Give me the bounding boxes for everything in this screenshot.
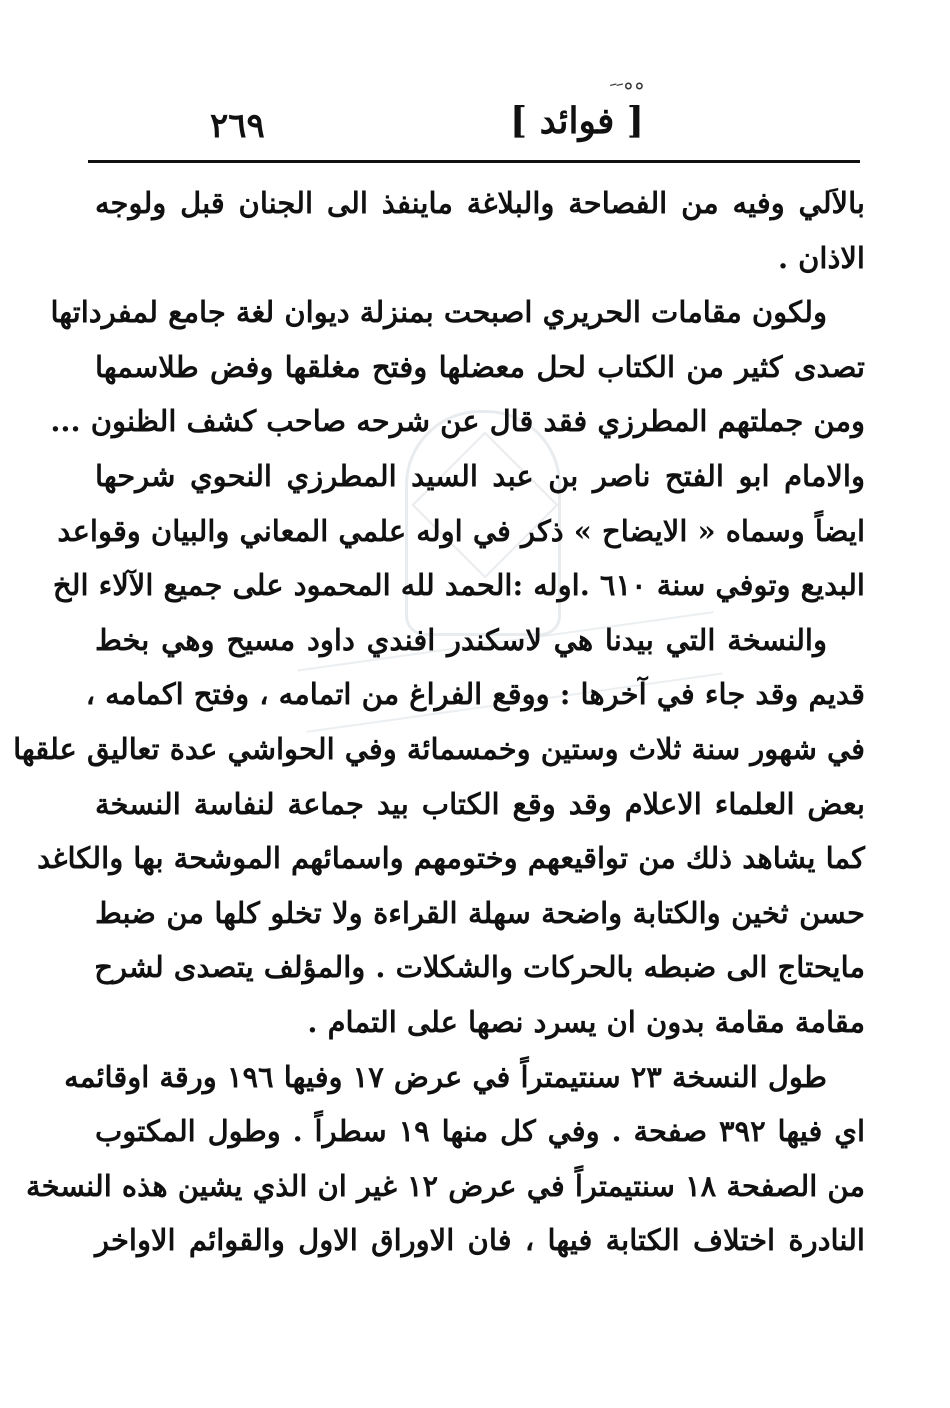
text-line: مايحتاج الى ضبطه بالحركات والشكلات . والمؤلف يتصدى لشرح (94, 950, 865, 985)
text-line: البديع وتوفي سنة ٦١٠ .اوله :الحمد لله المحمود على جميع الآلاء الخ (52, 568, 865, 603)
page-header (90, 80, 860, 150)
header-ornament: ﹶﹶ°° (610, 80, 645, 105)
text-line: ايضاً وسماه « الايضاح » ذكر في اوله علمي المعاني والبيان وقواعد (57, 513, 865, 548)
text-line: تصدى كثير من الكتاب لحل معضلها وفتح مغلقها وفض طلاسمها (95, 349, 865, 384)
text-line: ومن جملتهم المطرزي فقد قال عن شرحه صاحب كشف الظنون ... (50, 404, 865, 439)
text-line: قديم وقد جاء في آخرها : ووقع الفراغ من اتمامه ، وفتح اكمامه ، (85, 677, 865, 712)
body-text (13, 176, 866, 1268)
text-line: كما يشاهد ذلك من تواقيعهم وختومهم واسمائهم الموشحة بها والكاغد (37, 841, 865, 876)
text-line: مقامة مقامة بدون ان يسرد نصها على التمام . (307, 1004, 865, 1039)
header-rule (88, 160, 860, 163)
text-line: اي فيها ٣٩٢ صفحة . وفي كل منها ١٩ سطراً . وطول المكتوب (95, 1114, 866, 1149)
text-line: حسن ثخين والكتابة واضحة سهلة القراءة ولا تخلو كلها من ضبط (95, 895, 865, 930)
text-line: في شهور سنة ثلاث وستين وخمسمائة وفي الحواشي عدة تعاليق علقها (13, 731, 865, 766)
text-line: الاذان . (777, 240, 865, 275)
running-head: [ فوائد ] (510, 100, 644, 142)
text-line: ولكون مقامات الحريري اصبحت بمنزلة ديوان لغة جامع لمفرداتها (50, 295, 827, 330)
page-number: ٢٦٩ (210, 106, 265, 146)
text-line: بالاَلي وفيه من الفصاحة والبلاغة ماينفذ الى الجنان قبل ولوجه (95, 186, 865, 220)
text-line: والنسخة التي بيدنا هي لاسكندر افندي داود مسيح وهي بخط (95, 622, 827, 657)
text-line: النادرة اختلاف الكتابة فيها ، فان الاوراق الاول والقوائم الاواخر (95, 1223, 865, 1258)
text-line: طول النسخة ٢٣ سنتيمتراً في عرض ١٧ وفيها ١٩٦ ورقة اوقائمه (64, 1059, 827, 1094)
text-line: بعض العلماء الاعلام وقد وقع الكتاب بيد جماعة لنفاسة النسخة (95, 786, 865, 821)
text-line: من الصفحة ١٨ سنتيمتراً في عرض ١٢ غير ان الذي يشين هذه النسخة (26, 1168, 865, 1203)
text-line: والامام ابو الفتح ناصر بن عبد السيد المطرزي النحوي شرحها (95, 458, 865, 493)
